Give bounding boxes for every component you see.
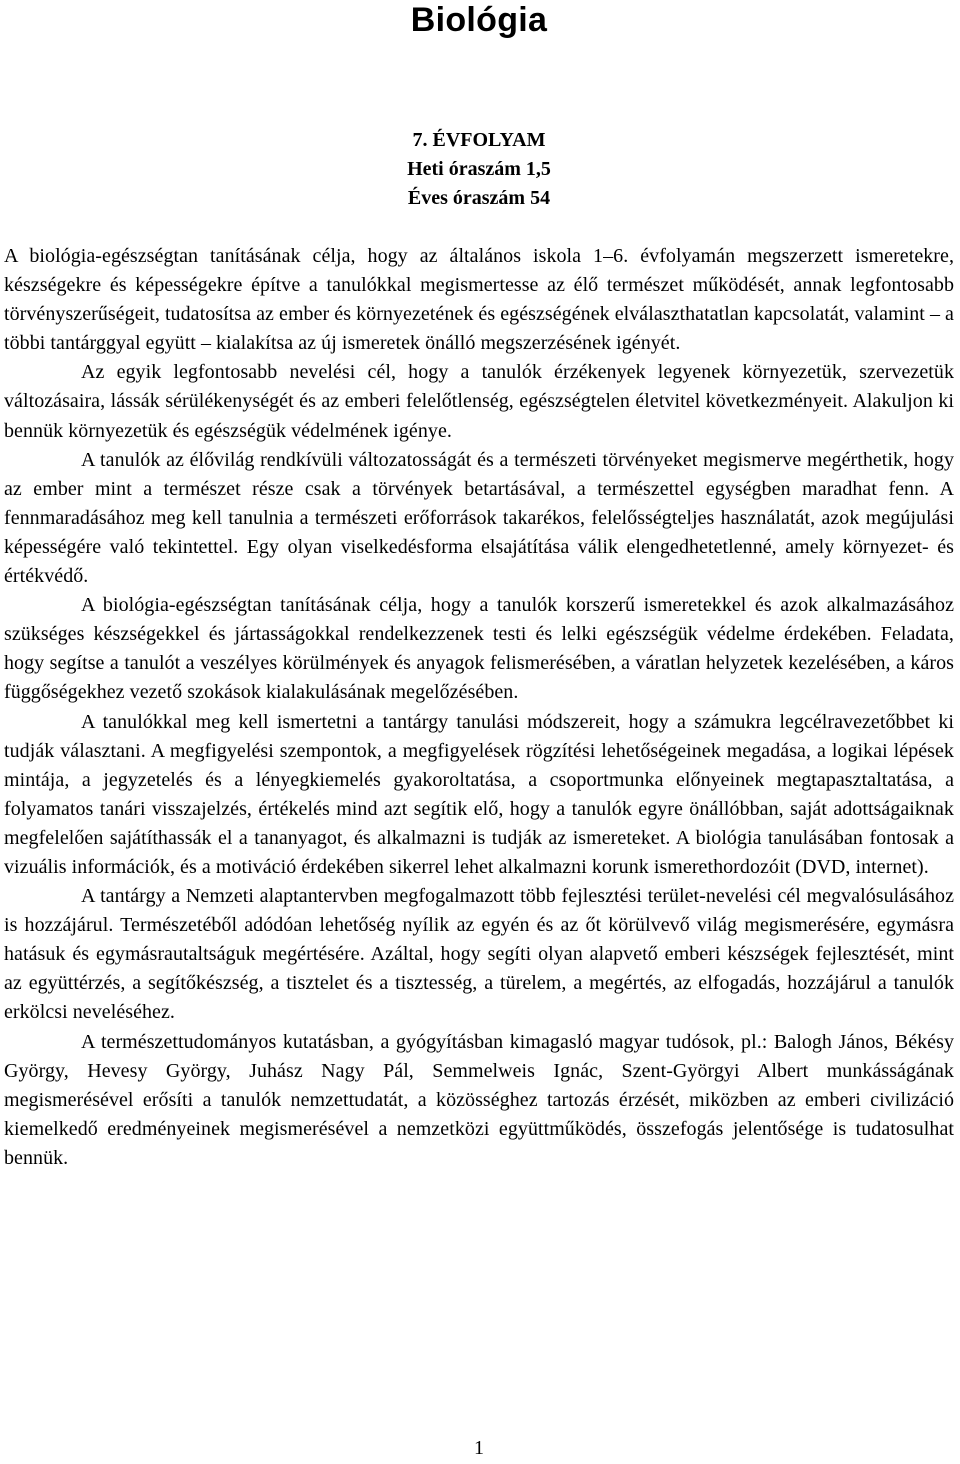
yearly-hours-label: Éves óraszám 54 bbox=[407, 187, 551, 209]
page-title: Biológia bbox=[410, 1, 548, 39]
paragraph-1: A biológia-egészségtan tanításának célja, hogy az általános iskola 1–6. évfolyamán megszerzett ismeretekre, készségekre és képességekre építve a tanulókkal megismertesse az élő természet működését, annak legfontosabb törvényszerűségeit, tudatosítsa az ember és környezetének és egészségének elválaszthatatlan kapcsolatát, valamint – a többi tantárggyal együtt – kialakítsa az új ismeretek önálló megszerzésének igényét. bbox=[4, 245, 954, 355]
document-page bbox=[4, 0, 954, 1464]
page-number: 1 bbox=[474, 1437, 484, 1459]
paragraph-3: A tanulók az élővilág rendkívüli változatosságát és a természeti törvényeket megismerve megérthetik, hogy az ember mint a természet része csak a törvények betartásával, a természettel egységben maradhat fenn. A fennmaradásához meg kell tanulnia a természeti erőforrások takarékos, felelősségteljes használatát, azok megújulási képességére való tekintettel. Egy olyan viselkedésforma elsajátítása válik elengedhetetlenné, amely környezet- és értékvédő. bbox=[4, 448, 954, 588]
paragraph-5: A tanulókkal meg kell ismertetni a tantárgy tanulási módszereit, hogy a számukra legcélravezetőbbet ki tudják választani. A megfigyelési szempontok, a megfigyelések rögzítési lehetőségeinek megadása, a logikai lépések mintája, a jegyzetelés és a lényegkiemelés gyakoroltatása, a csoportmunka előnyeinek megtapasztaltatása, a folyamatos tanári visszajelzés, értékelés mind azt segítik elő, hogy a tanulók egyre önállóbban, saját adottságaiknak megfelelően sajátíthassák el a tananyagot, és alkalmazni is tudják az ismereteket. A biológia tanulásában fontosak a vizuális információk, és a motiváció érdekében sikerrel lehet alkalmazni korunk ismerethordozóit (DVD, internet). bbox=[4, 710, 954, 878]
body-text bbox=[4, 242, 954, 1173]
paragraph-6: A tantárgy a Nemzeti alaptantervben megfogalmazott több fejlesztési terület-nevelési cél megvalósulásához is hozzájárul. Természetéből adódóan lehetőség nyílik az egyén és az őt körülvevő világ megismerésére, egymásra hatásuk és egymásrautaltságuk megértésére. Azáltal, hogy segíti olyan alapvető emberi készségek fejlesztését, mint az együttérzés, a segítőkészség, a tisztelet és a tisztesség, a türelem, a megértés, az elfogadás, hozzájárul a tanulók erkölcsi neveléséhez. bbox=[4, 885, 954, 1024]
paragraph-4: A biológia-egészségtan tanításának célja, hogy a tanulók korszerű ismeretekkel és azok alkalmazásához szükséges készségekkel és jártasságokkal rendelkezzenek testi és lelki egészségük védelme érdekében. Feladata, hogy segítse a tanulót a veszélyes körülmények és anyagok felismerésében, a váratlan helyzetek kezelésében, a káros függőségekhez vezető szokások kialakulásának megelőzésében. bbox=[4, 594, 954, 704]
weekly-hours-label: Heti óraszám 1,5 bbox=[407, 158, 551, 180]
paragraph-7: A természettudományos kutatásban, a gyógyításban kimagasló magyar tudósok, pl.: Balogh János, Békésy György, Hevesy György, Juhász Nagy Pál, Semmelweis Ignác, Szent-Györgyi Albert munkásságának megismerésével erősíti a tanulók nemzettudatát, a közösséghez tartozás érzését, miközben az emberi civilizáció kiemelkedő eredményeinek megismerésével a nemzetközi együttműködés, összefogás jelentősége is tudatosulhat bennük. bbox=[4, 1030, 954, 1169]
grade-heading-block bbox=[4, 126, 954, 213]
grade-label: 7. ÉVFOLYAM bbox=[412, 129, 546, 151]
paragraph-2: Az egyik legfontosabb nevelési cél, hogy a tanulók érzékenyek legyenek környezetük, szervezetük változásaira, lássák sérülékenységét és az emberi felelőtlenség, egészségtelen életvitel következményeit. Alakuljon ki bennük környezetük és egészségük védelmének igénye. bbox=[4, 361, 954, 442]
